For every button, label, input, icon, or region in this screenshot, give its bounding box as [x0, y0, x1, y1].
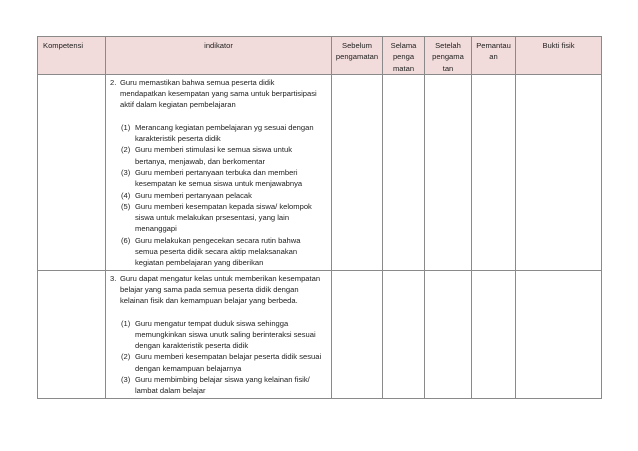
selama-cell[interactable]: [383, 74, 425, 270]
pemantauan-cell[interactable]: [472, 74, 516, 270]
header-selama-line: penga: [392, 52, 415, 62]
intro-line: Guru memastikan bahwa semua peserta didik: [120, 77, 275, 87]
indikator-cell: [106, 270, 332, 398]
kompetensi-cell: [38, 74, 106, 270]
sub-item-line: Guru melakukan pengecekan secara rutin bahwa: [135, 235, 301, 245]
sub-item-line: lambat dalam belajar: [135, 386, 206, 396]
header-pemantauan-line: an: [489, 52, 498, 62]
header-pemantauan: [472, 37, 516, 75]
sub-item-number: (6): [121, 235, 131, 245]
sub-item-line: memungkinkan siswa unutk saling berinteraksi sesuai: [135, 329, 316, 339]
bukti-fisik-cell[interactable]: [516, 74, 602, 270]
setelah-cell[interactable]: [425, 270, 472, 398]
header-bukti-fisik: Bukti fisik: [516, 37, 602, 75]
header-row: [38, 37, 602, 75]
sub-item-line: menanggapi: [135, 224, 177, 234]
setelah-cell[interactable]: [425, 74, 472, 270]
indicator-intro: [110, 77, 327, 111]
selama-cell[interactable]: [383, 270, 425, 398]
header-selama-pengamatan: [383, 37, 425, 75]
sebelum-cell[interactable]: [332, 74, 383, 270]
indikator-cell: [106, 74, 332, 270]
sub-item-line: kesempatan ke semua siswa untuk menjawabnya: [135, 179, 303, 189]
sebelum-cell[interactable]: [332, 270, 383, 398]
header-selama-line: matan: [392, 63, 415, 73]
sub-item-line: Guru memberi pertanyaan terbuka dan memberi: [135, 167, 298, 177]
sub-item-line: Guru mengatur tempat duduk siswa sehingga: [135, 318, 289, 328]
sub-item-line: Merancang kegiatan pembelajaran yg sesuai dengan: [135, 122, 314, 132]
sub-item-line: Guru memberi stimulasi ke semua siswa untuk: [135, 145, 292, 155]
sub-item: [121, 374, 327, 397]
intro-line: Guru dapat mengatur kelas untuk memberikan kesempatan: [120, 273, 321, 283]
sub-item-number: (1): [121, 122, 131, 132]
sub-item-line: dengan karakteristik peserta didik: [135, 341, 249, 351]
sub-item-line: karakteristik peserta didik: [135, 134, 221, 144]
header-kompetensi: Kompetensi: [38, 37, 106, 75]
sub-item-line: semua peserta didik secara aktip melaksanakan: [135, 247, 298, 257]
intro-line: belajar yang sama pada semua peserta didik dengan: [120, 284, 299, 294]
header-pemantauan-line: Pemantau: [476, 41, 511, 50]
sub-item-number: (3): [121, 167, 131, 177]
header-sebelum-pengamatan: [332, 37, 383, 75]
sub-item: [121, 122, 327, 145]
sub-item: [121, 235, 327, 269]
sub-item: [121, 201, 327, 235]
sub-item-number: (4): [121, 190, 131, 200]
indicator-number: 3.: [110, 273, 117, 283]
sub-item: [121, 190, 327, 201]
sub-item: [121, 318, 327, 352]
sub-item-line: Guru memberi kesempatan belajar peserta didik sesuai: [135, 352, 322, 362]
header-sebelum-line: Sebelum: [342, 41, 372, 50]
sub-item-line: Guru memberi kesempatan kepada siswa/ kelompok: [135, 201, 312, 211]
intro-line: mendapatkan kesempatan yang sama untuk berpartisipasi: [120, 89, 317, 99]
kompetensi-cell: [38, 270, 106, 398]
indicator-number: 2.: [110, 77, 117, 87]
sub-item: [121, 144, 327, 167]
bukti-fisik-cell[interactable]: [516, 270, 602, 398]
header-setelah-pengamatan: [425, 37, 472, 75]
sub-item-line: siswa untuk melakukan prsesentasi, yang lain: [135, 213, 290, 223]
pemantauan-cell[interactable]: [472, 270, 516, 398]
sub-item-line: kegiatan pembelajaran yang diberikan: [135, 258, 264, 268]
intro-line: kelainan fisik dan kemampuan belajar yang berbeda.: [120, 296, 298, 306]
indicator-intro: [110, 273, 327, 307]
sub-item-line: bertanya, menjawab, dan berkomentar: [135, 156, 266, 166]
table-row: [38, 74, 602, 270]
sub-item-line: Guru membimbing belajar siswa yang kelainan fisik/: [135, 375, 310, 385]
sub-item-line: Guru memberi pertanyaan pelacak: [135, 190, 252, 200]
sub-item-number: (2): [121, 352, 131, 362]
observation-table: [37, 36, 602, 399]
header-indikator: indikator: [106, 37, 332, 75]
sub-item-number: (2): [121, 145, 131, 155]
header-setelah-line: Setelah: [435, 41, 461, 50]
header-sebelum-line: pengamatan: [335, 52, 379, 62]
sub-item-number: (1): [121, 318, 131, 328]
header-selama-line: Selama: [390, 41, 417, 50]
intro-line: aktif dalam kegiatan pembelajaran: [120, 100, 236, 110]
sub-item-number: (5): [121, 201, 131, 211]
sub-item-line: dengan kemampuan belajarnya: [135, 363, 242, 373]
sub-item: [121, 351, 327, 374]
sub-item-number: (3): [121, 375, 131, 385]
table-row: [38, 270, 602, 398]
header-setelah-line: tan: [442, 63, 454, 73]
header-setelah-line: pengama: [432, 52, 464, 62]
sub-item: [121, 167, 327, 190]
